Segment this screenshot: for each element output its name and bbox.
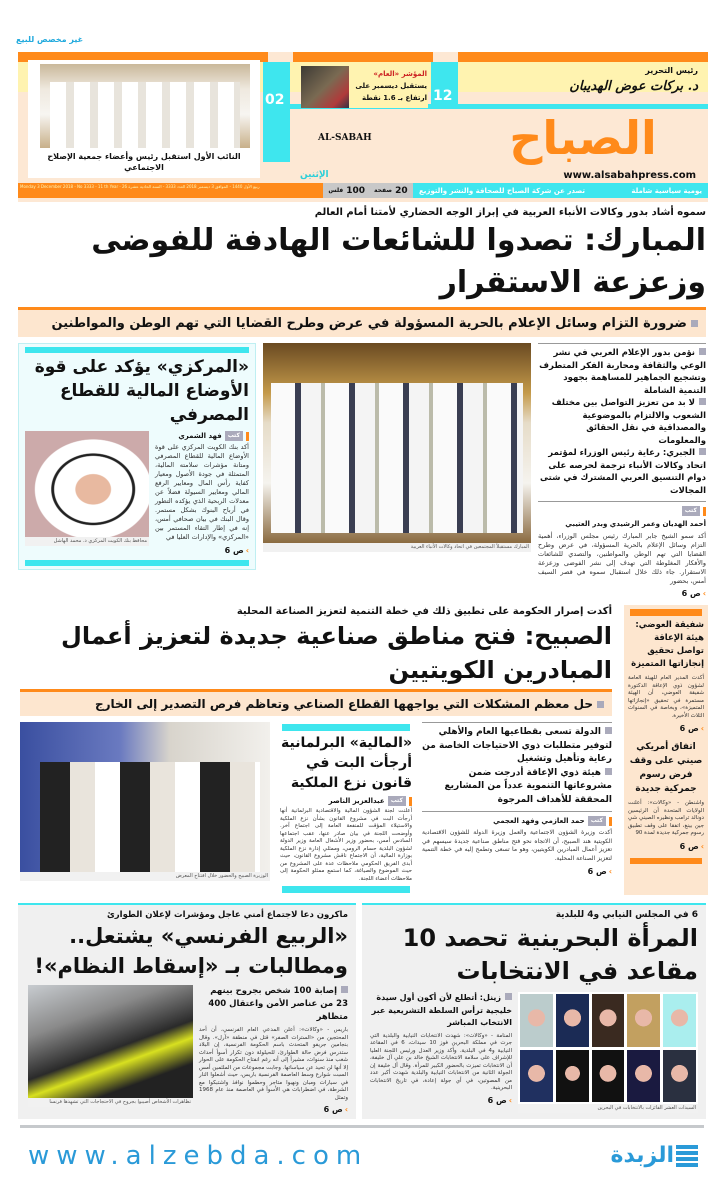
lead-headline[interactable]: المبارك: تصدوا للشائعات الهادفة للفوضى وزعزعة الاستقرار — [91, 223, 706, 300]
subhead-text: ضرورة التزام وسائل الإعلام بالحرية المسؤولة في عرض وطرح القضايا التي تهم الوطن والمواطنين — [51, 316, 687, 331]
byline: كتب حمد العازمي وفهد العجمي — [422, 816, 612, 826]
page-ref[interactable]: › ص 6 — [679, 841, 704, 851]
photo-caption: محافظ بنك الكويت المركزي د. محمد الهاشل — [25, 537, 149, 546]
finance-body: أعلنت لجنة الشؤون المالية والاقتصادية البرلمانية أنها أرجأت البت في مشروع القانون بشأن نزع الملكية والاستيلاء المؤقت للمنفعة العامة إلى اجتماع آخر. وأوضحت اللجنة في بيان صادر عنها، عقب اجتماعها السادس أمس، بحضور وزير الأشغال العامة وزير الدولة لشؤون البلدية حسام الرومي، وممثلي إدارة نزع الملكية بوزارة المالية، أن الاجتماع ناقش مشروع القانون، حيث أبدى الفريق الحكومي ملاحظات عدة على المشروع من حيث الموضوع والصياغة، كما استمع ممثلو الحكومة إلى ملاحظات أعضاء اللجنة. — [280, 808, 412, 882]
price-unit: فلس — [328, 187, 344, 194]
sidebar-item[interactable] — [628, 740, 704, 852]
teaser-caption: النائب الأول استقبل رئيس وأعضاء جمعية الإصلاح الاجتماعي — [47, 152, 241, 172]
lead-row — [18, 343, 706, 599]
bahrain-body: المنامة - «وكالات»: شهدت الانتخابات النيابية والبلدية التي جرت في مملكة البحرين فوز 10 سيدات، 6 في المقاعد النيابية و4 في البلدية. وأكد وزير العدل ورئيس اللجنة العليا للإشراف على سلامة الانتخابات الشيخ خالد بن علي آل خليفة، أن الانتخابات تميزت بالحضور الكبير للمرأة. وقال آل خليفة إن الجولة الثانية من الانتخابات النيابية والبلدية شهدت أكبر عدد من المصوتين، في أي جولة إعادة، في تاريخ الانتخابات البحرينية. — [370, 1032, 512, 1091]
page-ref[interactable]: › ص 6 — [681, 589, 706, 598]
page-number: 12 — [433, 88, 453, 104]
teaser-page-02 — [263, 62, 290, 162]
page-ref[interactable]: › ص 6 — [679, 724, 704, 733]
bahrain-kicker: 6 في المجلس النيابي و4 للبلدية — [555, 910, 698, 920]
second-headline[interactable]: الصبيح: فتح مناطق صناعية جديدة لتعزيز أعمال المبادرين الكويتيين — [61, 622, 612, 684]
price-box — [323, 183, 413, 198]
brand-logo-text: الزبدة — [610, 1143, 674, 1168]
second-row — [20, 605, 708, 895]
lead-bullets — [538, 343, 706, 599]
central-bank-article[interactable] — [18, 343, 256, 570]
france-photo — [28, 985, 193, 1098]
mid-teaser-line: ارتفاع بـ 1.6 نقطة — [362, 94, 427, 102]
lead-section — [18, 206, 706, 337]
sidebar — [624, 605, 708, 895]
subhead-text: حل معظم المشكلات التي يواجهها القطاع الصناعي وتعاظم فرص التصدير إلى الخارج — [94, 697, 593, 711]
editor-label: رئيس التحرير — [645, 66, 698, 75]
left-teaser[interactable] — [28, 60, 260, 178]
website[interactable]: www.alsabahpress.com — [563, 170, 696, 181]
women-photos — [518, 992, 698, 1104]
second-subhead — [20, 692, 612, 716]
date-text: Monday 3 December 2018 - No 3333 - 11 th Year · 26 ربيع الأول 1440 - الموافق 3 ديسمبر 2018 العدد 3333 - السنة الحادية عشرة — [20, 184, 260, 189]
france-article[interactable] — [18, 903, 356, 1119]
brand-logo-icon — [676, 1145, 698, 1167]
byline — [155, 431, 249, 441]
bullet-item: الدولة تسعى بقطاعيها العام والأهلي لتوفير متطلبات ذوي الاحتياجات الخاصة من رعاية وتأهيل وتشغيل — [422, 727, 612, 764]
sidebar-headline: شفيقة العوضي: هيئة الإعاقة تواصل تحقيق إنجازاتها المتميزة — [631, 620, 704, 669]
second-article — [20, 605, 612, 895]
bahrain-article[interactable] — [362, 903, 706, 1119]
pages-label: صفحة — [374, 187, 393, 194]
byline: كتب أحمد الهديان وعمر الرشيدي وبدر العتيبي — [565, 507, 706, 528]
teaser-page-12 — [431, 62, 458, 109]
logo: الصباح — [509, 111, 657, 165]
second-kicker: أكدت إصرار الحكومة على تطبيق ذلك في خطة التنمية لتعزيز الصناعة المحلية — [236, 606, 612, 617]
france-headline: «الربيع الفرنسي» يشتعل.. ومطالبات بـ «إسقاط النظام»! — [34, 924, 348, 978]
lead-kicker: سموه أشاد بدور وكالات الأنباء العربية في إبراز الوجه الحضاري لأمتنا أمام العالم — [314, 207, 706, 218]
photo-caption: تظاهرات الأشخاص أصيبوا بجروح في الاحتجاجات التي تشهدها فرنسا — [28, 1098, 193, 1107]
bullet-item: لا بد من تعزيز التواصل بين مختلف الشعوب والالتزام بالموضوعية والمصداقية في نقل الحقائق والمعلومات — [551, 398, 706, 446]
second-body: أكدت وزيرة الشؤون الاجتماعية والعمل وزيرة الدولة للشؤون الاقتصادية الكويتية هند الصبيح، أن الاتجاه نحو فتح مناطق صناعية جديدة سيسهم في تعزيز أعمال المبادرين الكويتيين، وهو ما تسعى وتطمح إليه في خطة التنمية لتعزيز الصناعة المحلية. — [422, 829, 612, 862]
bottom-row — [18, 903, 706, 1119]
central-bank-body: أكد بنك الكويت المركزي على قوة الأوضاع المالية للقطاع المصرفي ومتانة مؤشرات سلامته المالية، المتمثلة في جودة الأصول ومعيار كفاية رأس المال ومعايير الرفع المالي ومعايير السيولة فضلاً عن معدلات الربحية الذي يؤكده التطور في أرباح البنوك بشكل مستمر. وقال البنك في بيان صحافي أمس، إنه في إطار التقاء المستمر بين «المركزي» والإدارات العليا في — [155, 443, 249, 541]
date-strip — [18, 183, 323, 198]
france-subhead: إصابة 100 شخص بجروح بينهم 23 من عناصر الأمن واعتقال 400 متظاهر — [208, 986, 348, 1022]
editor-name: د. بركات عوض الهديبان — [569, 79, 698, 94]
not-for-sale-label: غير مخصص للبيع — [16, 35, 84, 44]
finance-headline: «المالية» البرلمانية أرجأت البت في قانون نزع الملكية — [281, 735, 412, 791]
sidebar-body: واشنطن - «وكالات»: أعلنت الولايات المتحدة أن الرئيسين دونالد ترامب ونظيره الصيني شي جين بينغ، اتفقا على وقف تطبيق رسوم جمركية جديدة لمدة 90 — [628, 800, 704, 836]
logo-latin: AL-SABAH — [318, 133, 372, 143]
finance-article[interactable] — [276, 722, 416, 895]
mid-teaser-line: يستقبل ديسمبر على — [355, 82, 427, 90]
sidebar-body: أكدت المدير العام للهيئة العامة لشؤون ذوي الإعاقة الدكتورة شفيقة العوضي، أن الهيئة مستمرة في تحقيق «إنجازاتها المتميزة»، وبخاصة في السنوات الثلاث الأخيرة. — [628, 675, 704, 719]
publisher: تصدر عن شركة الصباح للصحافة والنشر والتوزيع — [419, 186, 585, 195]
sidebar-headline: اتفاق أمريكي صيني على وقف فرض رسوم جمركية جديدة — [629, 742, 703, 794]
sidebar-item[interactable] — [628, 619, 704, 734]
page-ref[interactable]: › ص 6 — [323, 1105, 348, 1114]
lead-subhead — [18, 310, 706, 337]
price: 100 — [346, 185, 366, 196]
byline-tag: كتب — [225, 431, 243, 441]
mid-teaser-line: المؤشر «العام» — [373, 70, 427, 78]
bahrain-subhead: زينل: أتطلع لأن أكون أول سيدة خليجية ترأس السلطة التشريعية عبر الانتخاب المباشر — [371, 993, 512, 1027]
footer-url[interactable]: www.alzebda.com — [28, 1141, 369, 1171]
second-photo-caption: الوزيرة الصبيح والحضور خلال افتتاح المعرض — [20, 872, 270, 881]
page-number: 02 — [265, 92, 285, 108]
bullet-item: نؤمن بدور الإعلام العربي في نشر الوعي والثقافة ومحاربة الفكر المتطرف وتشجيع الجماهير للمساهمة بجهود التنمية الشاملة — [539, 348, 706, 396]
pages-count: 20 — [395, 185, 408, 196]
footer-brand — [611, 1141, 698, 1171]
day-label: الإثنين — [300, 170, 329, 180]
masthead-zone — [0, 0, 720, 204]
bullet-item: هيئة ذوي الإعاقة أدرجت ضمن مشروعاتها التنموية عدداً من المشاريع المحققة للأهداف المرجوة — [444, 767, 612, 805]
lead-body: أكد سمو الشيخ جابر المبارك رئيس مجلس الوزراء، أهمية التزام وسائل الإعلام بالحرية المسؤولة، في عرض وطرح القضايا التي تهم الوطن والمواطنين، والتصدي للشائعات والأفكار المغلوطة التي تهدف إلى نشر الفوضى وزعزعة الاستقرار. جاء ذلك خلال استقبال سموه في قصر السيف أمس، بحضور — [538, 532, 706, 585]
page-ref[interactable]: › ص 6 — [487, 1095, 512, 1105]
second-photo — [20, 722, 270, 872]
byline: كتب عبدالعزيز الناصر — [280, 796, 412, 806]
lead-photo-caption: المبارك مستقبلاً المجتمعين في اتحاد وكالات الأنباء العربية — [263, 543, 531, 552]
teaser-photo — [40, 64, 250, 148]
footer — [28, 1140, 698, 1172]
central-bank-photo — [25, 431, 149, 537]
slogan-strip — [413, 183, 708, 198]
byline-name: فهد الشمري — [178, 432, 222, 440]
lead-photo — [263, 343, 531, 543]
page-ref[interactable]: › ص 6 — [224, 546, 249, 555]
masthead — [18, 52, 708, 202]
bullet-icon — [691, 320, 698, 327]
slogan: يومية سياسية شاملة — [631, 186, 702, 195]
photo-caption: السيدات العشر الفائزات بالانتخابات في البحرين — [518, 1104, 698, 1113]
page-ref[interactable]: › ص 6 — [587, 867, 612, 876]
mid-teaser[interactable] — [301, 66, 428, 108]
central-bank-headline: «المركزي» يؤكد على قوة الأوضاع المالية للقطاع المصرفي — [34, 357, 249, 425]
bahrain-headline: المرأة البحرينية تحصد 10 مقاعد في الانتخابات — [402, 924, 698, 985]
france-kicker: ماكرون دعا لاجتماع أمني عاجل ومؤشرات لإعلان الطوارئ — [106, 910, 348, 920]
page-ref-text: ص 6 — [224, 546, 244, 555]
france-body: باريس - «وكالات»: أعلن المدعي العام الفرنسي، أن أحد المحتجين من «السترات الصفر» قتل في منطقة «آرل». وقال بنجامين جريفو المتحدث باسم الحكومة الفرنسية، إن البلاد ستدرس فرض حالة الطوارئ، للحيلولة دون تكرار أسوأ أحداث شغب منذ سنوات، مشيراً إلى أنه رغم انفتاح الحكومة على الحوار إلا أنها لن تحيد عن سياساتها. وجابت مجموعات من الملثمين أمس السبت شوارع وسط العاصمة الفرنسية باريس، حيث أشعلوا النار في سيارات ومبان ونهبوا متاجر وحطموا نوافذ واشتبكوا مع الشرطة، في اضطرابات هي الأسوأ في العاصمة منذ عام 1968 وتمثل — [199, 1027, 348, 1101]
second-bullets — [422, 722, 612, 877]
bullet-item: الجبري: رعاية رئيس الوزراء لمؤتمر اتحاد وكالات الأنباء ترجمة لحرصه على دوام التنسيق العربي المشترك في شتى المجالات — [540, 448, 706, 496]
footer-divider — [20, 1125, 704, 1128]
market-photo — [301, 66, 349, 108]
